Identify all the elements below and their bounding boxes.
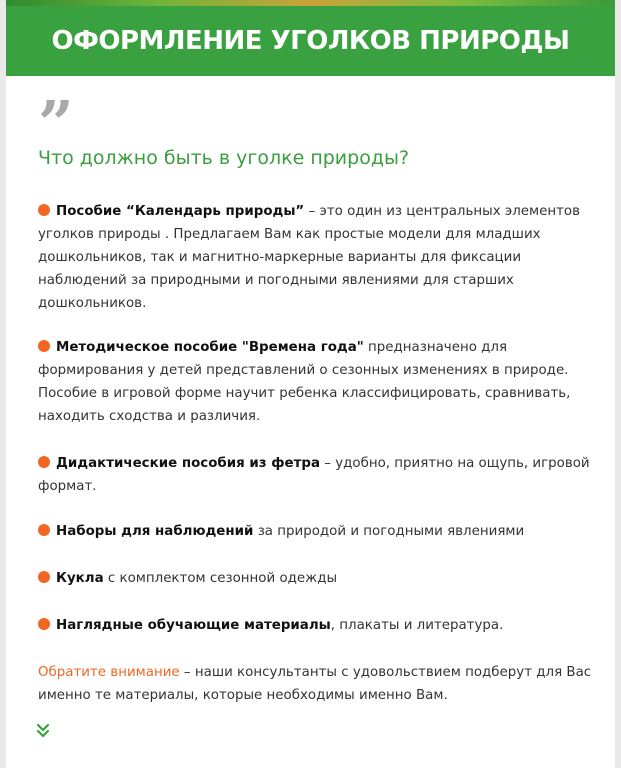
item-title: Дидактические пособия из фетра [56, 456, 320, 471]
list-item [38, 452, 598, 498]
double-chevron-down-icon[interactable] [36, 722, 50, 740]
bullet-dot-icon [38, 340, 50, 352]
item-text: , плакаты и литература. [330, 618, 504, 633]
list-item [38, 520, 598, 543]
item-text: с комплектом сезонной одежды [107, 571, 338, 586]
item-text: – удобно, приятно на ощупь, игровой формат. [38, 456, 590, 494]
list-item [38, 567, 598, 590]
item-text: предназначено для формирования у детей представлений о сезонных изменениях в природе. Пособие в игровой форме научит ребенка классифицировать, сравнивать, находить сходства и различия. [38, 340, 571, 424]
item-title: Пособие “Календарь природы” [56, 204, 305, 219]
attention-note [38, 661, 598, 707]
bullet-dot-icon [38, 571, 50, 583]
note-text: – наши консультанты с удовольствием подберут для Вас именно те материалы, которые необходимы именно Вам. [38, 665, 592, 703]
bullet-dot-icon [38, 524, 50, 536]
list-item [38, 200, 598, 315]
item-text: – это один из центральных элементов уголков природы . Предлагаем Вам как простые модели для младших дошкольников, так и магнитно-маркерные варианты для фиксации наблюдений за природными и погодными явлениями для старших дошкольников. [38, 204, 581, 311]
quote-icon: ” [38, 87, 74, 160]
list-item [38, 614, 598, 637]
bullet-dot-icon [38, 618, 50, 630]
page-title: ОФОРМЛЕНИЕ УГОЛКОВ ПРИРОДЫ [51, 26, 570, 56]
bullet-dot-icon [38, 456, 50, 468]
note-label: Обратите внимание [38, 665, 180, 680]
item-title: Наборы для наблюдений [56, 524, 254, 539]
list-item [38, 336, 598, 428]
item-title: Наглядные обучающие материалы [56, 618, 331, 633]
header-banner [6, 6, 615, 76]
content-page [6, 0, 615, 768]
section-heading: Что должно быть в уголке природы? [38, 147, 410, 169]
item-title: Кукла [56, 571, 104, 586]
bullet-dot-icon [38, 204, 50, 216]
item-title: Методическое пособие "Времена года" [56, 340, 364, 355]
item-text: за природой и погодными явлениями [257, 524, 525, 539]
